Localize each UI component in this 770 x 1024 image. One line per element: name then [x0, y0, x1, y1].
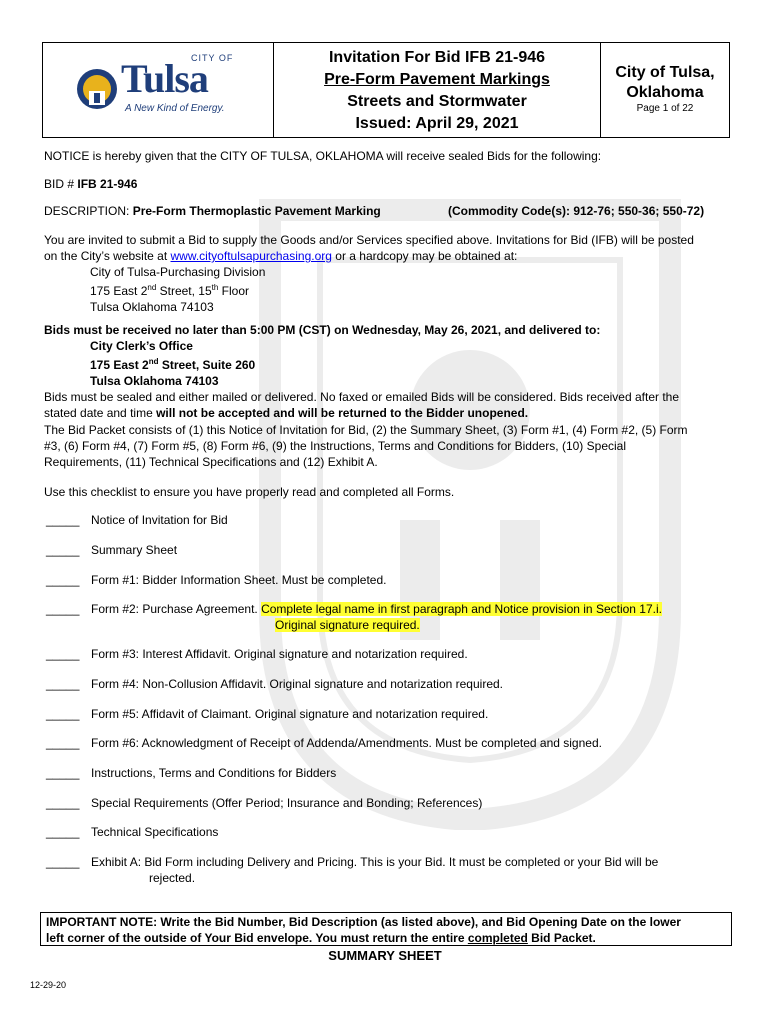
- checklist-blank[interactable]: _____: [46, 647, 80, 661]
- checklist-item: _____ Form #6: Acknowledgment of Receipt of Addenda/Amendments. Must be completed and signed.: [46, 736, 602, 750]
- checklist-blank[interactable]: _____: [46, 573, 80, 587]
- header-city-box: [600, 42, 730, 138]
- clerk-address-line-3: Tulsa Oklahoma 74103: [90, 374, 219, 388]
- checklist-blank[interactable]: _____: [46, 602, 80, 616]
- exhibit-line-2: rejected.: [149, 871, 196, 885]
- packet-line-3: Requirements, (11) Technical Specifications and (12) Exhibit A.: [44, 455, 378, 469]
- logo-name: Tulsa: [121, 56, 208, 101]
- bid-number-line: [44, 176, 137, 192]
- checklist-blank[interactable]: _____: [46, 707, 80, 721]
- checklist-blank[interactable]: _____: [46, 543, 80, 557]
- packet-line-1: The Bid Packet consists of (1) this Notice of Invitation for Bid, (2) the Summary Sheet, (3) Form #1, (4) Form #2, (5) Form: [44, 423, 688, 437]
- checklist-item: _____ Special Requirements (Offer Period; Insurance and Bonding; References): [46, 796, 483, 810]
- commodity-codes: (Commodity Code(s): 912-76; 550-36; 550-72): [448, 204, 705, 218]
- purchasing-website-link[interactable]: www.cityoftulsapurchasing.org: [170, 249, 332, 263]
- checklist-item: _____ Exhibit A: Bid Form including Delivery and Pricing. This is your Bid. It must be completed or your Bid will be rejected.: [46, 855, 659, 885]
- title-line-2: Pre-Form Pavement Markings: [324, 71, 550, 88]
- invite-line-1: You are invited to submit a Bid to supply the Goods and/or Services specified above. Invitations for Bid (IFB) will be posted: [44, 233, 694, 247]
- checklist-blank[interactable]: _____: [46, 766, 80, 780]
- bid-number: IFB 21-946: [77, 177, 138, 191]
- footer-revision-code: 12-29-20: [30, 980, 67, 990]
- checklist-item: _____ Form #5: Affidavit of Claimant. Original signature and notarization required.: [46, 707, 489, 721]
- invite-line-2-post: or a hardcopy may be obtained at:: [331, 249, 518, 263]
- title-line-4: Issued: April 29, 2021: [355, 115, 519, 132]
- city-shield-logo-icon: [75, 65, 119, 115]
- bid-packet-paragraph: [44, 422, 734, 470]
- logo-tagline: A New Kind of Energy.: [125, 103, 225, 114]
- clerk-address-line-1: City Clerk’s Office: [90, 339, 193, 353]
- important-line-2: left corner of the outside of Your Bid envelope. You must return the entire completed Bid Packet.: [46, 931, 596, 945]
- title-line-3: Streets and Stormwater: [347, 93, 527, 110]
- deadline-paragraph: [44, 322, 734, 421]
- city-name-line-2: Oklahoma: [626, 84, 704, 101]
- invite-line-2-pre: on the City’s website at: [44, 249, 171, 263]
- checklist-intro: Use this checklist to ensure you have properly read and completed all Forms.: [44, 485, 455, 499]
- description-value: Pre-Form Thermoplastic Pavement Marking: [132, 204, 381, 218]
- important-note-box: [40, 912, 732, 946]
- checklist-blank[interactable]: _____: [46, 736, 80, 750]
- bid-label: BID #: [44, 177, 78, 191]
- checklist-item: _____ Summary Sheet: [46, 543, 178, 557]
- form2-highlight-1: Complete legal name in first paragraph and Notice provision in Section 17.i.: [261, 602, 662, 616]
- page-number: Page 1 of 22: [636, 103, 694, 114]
- invite-paragraph: [44, 232, 734, 315]
- notice-text: NOTICE is hereby given that the CITY OF TULSA, OKLAHOMA will receive sealed Bids for the following:: [44, 149, 602, 163]
- packet-line-2: #3, (6) Form #4, (7) Form #5, (8) Form #6, (9) the Instructions, Terms and Conditions for Bidders, (10) Special: [44, 439, 626, 453]
- checklist-item: _____ Form #2: Purchase Agreement. Complete legal name in first paragraph and Notice provision in Section 17.i. Original signature required.: [46, 602, 662, 632]
- checklist-item: _____ Form #4: Non-Collusion Affidavit. Original signature and notarization required.: [46, 677, 503, 691]
- sealed-line-1: Bids must be sealed and either mailed or delivered. No faxed or emailed Bids will be considered. Bids received after the: [44, 390, 680, 404]
- checklist-item: _____ Instructions, Terms and Conditions for Bidders: [46, 766, 337, 780]
- checklist-item: _____ Notice of Invitation for Bid: [46, 513, 228, 527]
- checklist-blank[interactable]: _____: [46, 796, 80, 810]
- sealed-line-2: stated date and time will not be accepted and will be returned to the Bidder unopened.: [44, 406, 529, 420]
- deadline-line: Bids must be received no later than 5:00 PM (CST) on Wednesday, May 26, 2021, and delivered to:: [44, 323, 601, 337]
- checklist-blank[interactable]: _____: [46, 855, 80, 869]
- checklist-item: _____ Form #3: Interest Affidavit. Original signature and notarization required.: [46, 647, 468, 661]
- checklist-blank[interactable]: _____: [46, 677, 80, 691]
- title-line-1: Invitation For Bid IFB 21-946: [328, 49, 546, 66]
- important-line-1: IMPORTANT NOTE: Write the Bid Number, Bid Description (as listed above), and Bid Opening Date on the lower: [46, 915, 681, 929]
- purchasing-address-line-3: Tulsa Oklahoma 74103: [90, 300, 214, 314]
- header-title-box: [274, 42, 600, 138]
- checklist-blank[interactable]: _____: [46, 825, 80, 839]
- logo-city-of: CITY OF: [191, 53, 234, 63]
- purchasing-address-line-1: City of Tulsa-Purchasing Division: [90, 265, 266, 279]
- clerk-address-line-2: 175 East 2nd Street, Suite 260: [90, 357, 256, 372]
- purchasing-address-line-2: 175 East 2nd Street, 15th Floor: [90, 283, 250, 298]
- city-name-line-1: City of Tulsa,: [615, 64, 715, 81]
- checklist-blank[interactable]: _____: [46, 513, 80, 527]
- description-label: DESCRIPTION:: [44, 204, 133, 218]
- checklist-item: _____ Form #1: Bidder Information Sheet. Must be completed.: [46, 573, 387, 587]
- invite-line-2: [44, 248, 734, 264]
- description-line: [44, 203, 381, 219]
- summary-sheet-heading: SUMMARY SHEET: [328, 948, 442, 963]
- header-logo-box: [42, 42, 274, 138]
- form2-highlight-2: Original signature required.: [275, 618, 420, 632]
- checklist-item: _____ Technical Specifications: [46, 825, 219, 839]
